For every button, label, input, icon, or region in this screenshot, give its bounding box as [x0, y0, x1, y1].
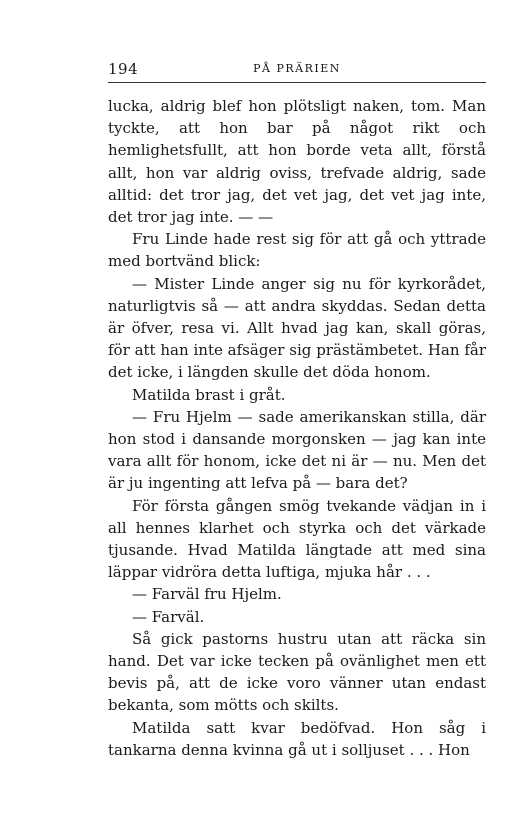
- paragraph: lucka, aldrig blef hon plötsligt naken, tom. Man tyckte, att hon bar på något rikt och hemlighetsfullt, att hon borde veta allt, förstå allt, hon var aldrig oviss, trefvade aldrig, sade alltid: det tror jag, det vet jag, det vet jag inte, det tror jag inte. — —: [108, 97, 486, 227]
- paragraph: För första gången smög tvekande vädjan in i all hennes klarhet och styrka och det värkade tjusande. Hvad Matilda längtade att med sina läppar vidröra detta luftiga, mjuka hår . . .: [108, 496, 486, 582]
- paragraph: Matilda satt kvar bedöfvad. Hon såg i tankarna denna kvinna gå ut i solljuset . . . Hon: [108, 718, 486, 759]
- paragraph: Matilda brast i gråt.: [132, 385, 286, 404]
- paragraph: — Fru Hjelm — sade amerikanskan stilla, där hon stod i dansande morgonsken — jag kan inte vara allt för honom, icke det ni är — nu. Men det är ju ingenting att lefva på — bara det?: [108, 407, 486, 493]
- page-header: [108, 58, 486, 83]
- paragraph: — Mister Linde anger sig nu för kyrkorådet, naturligtvis så — att andra skyddas. Sedan detta är öfver, resa vi. Allt hvad jag kan, skall göras, för att han inte afsäger sig prästämbetet. Han får det icke, i längden skulle det döda honom.: [108, 274, 486, 382]
- paragraph: — Farväl.: [132, 607, 205, 626]
- paragraph: Så gick pastorns hustru utan att räcka sin hand. Det var icke tecken på ovänlighet men ett bevis på, att de icke voro vänner utan endast bekanta, som mötts och skilts.: [108, 629, 486, 715]
- running-title: PÅ PRÄRIEN: [253, 62, 341, 75]
- page-number: 194: [108, 60, 139, 78]
- paragraph: Fru Linde hade rest sig för att gå och yttrade med bortvänd blick:: [108, 230, 486, 271]
- book-page: [108, 58, 486, 761]
- body-text: [108, 95, 486, 761]
- paragraph: — Farväl fru Hjelm.: [132, 585, 282, 604]
